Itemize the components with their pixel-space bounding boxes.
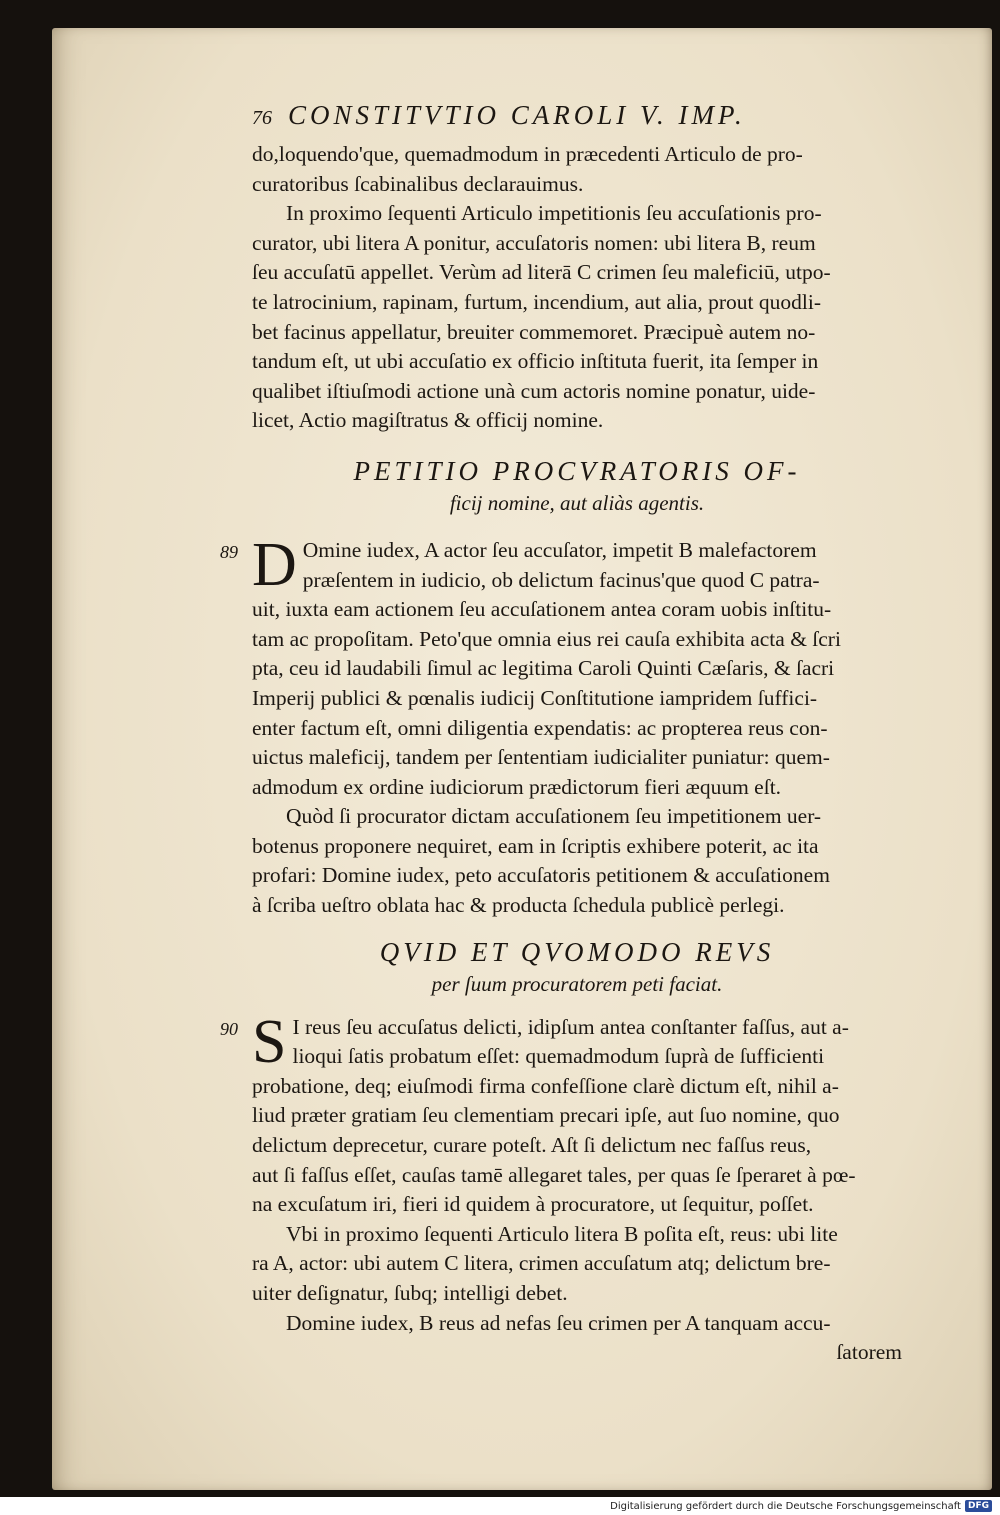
text-line: ra A, actor: ubi autem C litera, crimen accuſatum atq; delictum bre- <box>252 1251 831 1276</box>
text-line: uit, iuxta eam actionem ſeu accuſationem antea coram uobis inſtitu- <box>252 597 832 622</box>
text-line: te latrocinium, rapinam, furtum, incendium, aut alia, prout quodli- <box>252 289 822 314</box>
text-line: Quòd ſi procurator dictam accuſationem ſeu impetitionem uer- <box>286 804 822 829</box>
text-line: lioqui ſatis probatum eſſet: quemadmodum ſuprà de ſufficienti <box>292 1044 825 1069</box>
page-number: 76 <box>252 107 272 129</box>
section-subheading: per ſuum procuratorem peti faciat. <box>431 971 723 996</box>
text-line: tandum eſt, ut ubi accuſatio ex officio inſtituta fuerit, ita ſemper in <box>252 349 819 374</box>
text-line: pta, ceu id laudabili ſimul ac legitima Caroli Quinti Cæſaris, & ſacri <box>252 656 835 681</box>
section-heading: PETITIO PROCVRATORIS OF- <box>353 455 801 486</box>
text-line: I reus ſeu accuſatus delicti, idipſum antea conſtanter faſſus, aut a- <box>292 1014 849 1039</box>
text-line: à ſcriba ueſtro oblata hac & producta ſchedula publicè perlegi. <box>252 893 785 918</box>
text-line: liud præter gratiam ſeu clementiam precari ipſe, aut ſuo nomine, quo <box>252 1103 840 1128</box>
section-subheading: ficij nomine, aut aliàs agentis. <box>449 490 705 515</box>
text-line: aut ſi faſſus eſſet, cauſas tamē allegaret tales, per quas ſe ſperaret à pœ- <box>252 1162 856 1187</box>
text-line: qualibet iſtiuſmodi actione unà cum actoris nomine ponatur, uide- <box>252 378 816 403</box>
drop-cap: S <box>252 1007 287 1076</box>
text-line: licet, Actio magiſtratus & officij nomine. <box>252 408 604 433</box>
text-line: admodum ex ordine iudiciorum prædictorum fieri æquum eſt. <box>252 774 782 799</box>
text-line: bet facinus appellatur, breuiter commemoret. Præcipuè autem no- <box>252 319 816 344</box>
text-line: Vbi in proximo ſequenti Articulo litera B poſita eſt, reus: ubi lite <box>286 1221 838 1246</box>
text-line: delictum deprecetur, curare poteſt. Aſt ſi delictum nec faſſus reus, <box>252 1133 812 1158</box>
text-line: do,loquendo'que, quemadmodum in præcedenti Articulo de pro- <box>252 142 803 166</box>
text-block <box>220 100 902 1368</box>
funding-credit: Digitalisierung gefördert durch die Deutsche Forschungsgemeinschaft <box>610 1500 961 1512</box>
text-line: profari: Domine iudex, peto accuſatoris petitionem & accuſationem <box>252 863 830 888</box>
book-page <box>52 28 992 1490</box>
text-line: uictus maleficij, tandem per ſententiam iudicialiter puniatur: quem- <box>252 745 830 770</box>
article-number: 90 <box>220 1018 238 1039</box>
text-line: tam ac propoſitam. Peto'que omnia eius rei cauſa exhibita acta & ſcri <box>252 626 841 651</box>
text-line: na excuſatum iri, fieri id quidem à procuratore, ut ſequitur, poſſet. <box>252 1192 814 1217</box>
article-90 <box>220 1007 902 1368</box>
article-number: 89 <box>220 541 238 562</box>
text-line: præſentem in iudicio, ob delictum facinus'que quod C patra- <box>302 567 820 592</box>
text-line: curatoribus ſcabinalibus declarauimus. <box>252 171 584 196</box>
dfg-logo: DFG <box>965 1500 992 1512</box>
text-line: Omine iudex, A actor ſeu accuſator, impetit B malefactorem <box>302 537 817 562</box>
text-line: Domine iudex, B reus ad nefas ſeu crimen per A tanquam accu- <box>286 1310 831 1335</box>
text-line: Imperij publici & pœnalis iudicij Conſtitutione iampridem ſuffici- <box>252 685 818 710</box>
text-line: In proximo ſequenti Articulo impetitionis ſeu accuſationis pro- <box>286 201 822 226</box>
article-89 <box>220 530 902 921</box>
intro-paragraph <box>252 140 902 436</box>
text-line: probatione, deq; eiuſmodi firma confeſſione clarè dictum eſt, nihil a- <box>252 1073 839 1098</box>
footer-bar <box>0 1497 1000 1515</box>
text-line: enter factum eſt, omni diligentia expendatis: ac propterea reus con- <box>252 715 828 740</box>
running-head-title: CONSTITVTIO CAROLI V. IMP. <box>288 100 746 130</box>
text-line: botenus proponere nequiret, eam in ſcriptis exhibere poterit, ac ita <box>252 833 819 858</box>
text-line: ſeu accuſatū appellet. Verùm ad literā C crimen ſeu maleficiū, utpo- <box>252 260 831 285</box>
running-head <box>252 100 902 140</box>
catchword: ſatorem <box>836 1340 902 1365</box>
drop-cap: D <box>252 530 297 599</box>
text-line: uiter deſignatur, ſubq; intelligi debet. <box>252 1281 568 1305</box>
section-heading: QVID ET QVOMODO REVS <box>379 936 775 967</box>
text-line: curator, ubi litera A ponitur, accuſatoris nomen: ubi litera B, reum <box>252 230 816 255</box>
